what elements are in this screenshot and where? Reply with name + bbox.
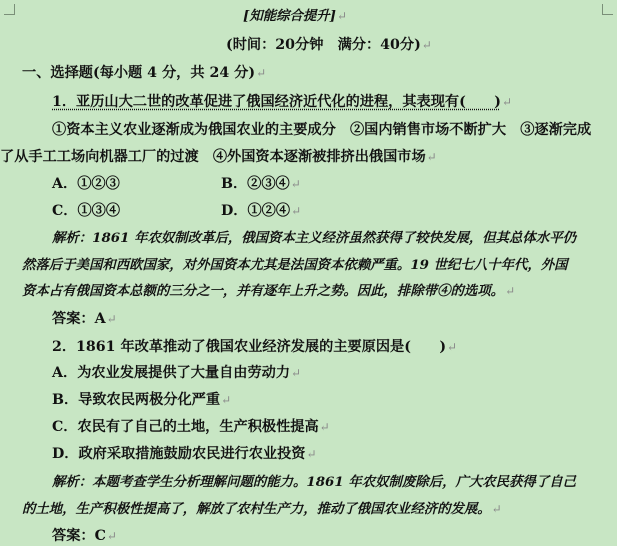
q1-statements-line1: ①资本主义农业逐渐成为俄国农业的主要成分 ②国内销售市场不断扩大 ③逐渐完成 <box>52 122 592 138</box>
q2-stem: 2．1861 年改革推动了俄国农业经济发展的主要原因是( )↵ <box>52 339 458 355</box>
q1-statements-line2: 了从手工工场向机器工厂的过渡 ④外国资本逐渐被排挤出俄国市场↵ <box>0 149 437 165</box>
q2-option-a: A．为农业发展提供了大量自由劳动力↵ <box>52 365 302 381</box>
q1-explanation-line3: 资本占有俄国资本总额的三分之一，并有逐年上升之势。因此，排除带④的选项。↵ <box>22 283 516 299</box>
q1-option-d: D．①②④↵ <box>221 203 302 219</box>
q2-explanation-line1: 解析：本题考查学生分析理解问题的能力。1861 年农奴制废除后，广大农民获得了自己 <box>52 474 576 490</box>
q2-explanation-line2: 的土地，生产积极性提高了，解放了农村生产力，推动了俄国农业经济的发展。↵ <box>22 501 502 517</box>
q2-option-c: C．农民有了自己的土地，生产积极性提高↵ <box>52 419 330 435</box>
page-corner-mark-left <box>4 4 15 15</box>
q1-option-c: C．①③④ <box>52 203 121 219</box>
page-title: [知能综合提升]↵ <box>243 8 348 24</box>
q2-answer: 答案：C↵ <box>52 528 117 544</box>
time-score-info: (时间：20分钟 满分：40分)↵ <box>226 37 432 53</box>
q1-option-a: A．①②③ <box>52 176 120 192</box>
q2-option-d: D．政府采取措施鼓励农民进行农业投资↵ <box>52 446 317 462</box>
page-corner-mark-right <box>602 4 613 15</box>
section-heading: 一、选择题(每小题 4 分，共 24 分)↵ <box>22 65 267 81</box>
q1-explanation-line2: 然落后于美国和西欧国家，对外国资本尤其是法国资本依赖严重。19 世纪七八十年代，外国 <box>22 257 568 273</box>
q1-option-b: B．②③④↵ <box>221 176 301 192</box>
q1-stem: 1．亚历山大二世的改革促进了俄国经济近代化的进程，其表现有( )↵ <box>52 94 512 110</box>
q2-option-b: B．导致农民两极分化严重↵ <box>52 392 232 408</box>
q1-answer: 答案：A↵ <box>52 311 117 327</box>
q1-explanation-line1: 解析：1861 年农奴制改革后，俄国资本主义经济虽然获得了较快发展，但其总体水平仍 <box>52 230 576 246</box>
